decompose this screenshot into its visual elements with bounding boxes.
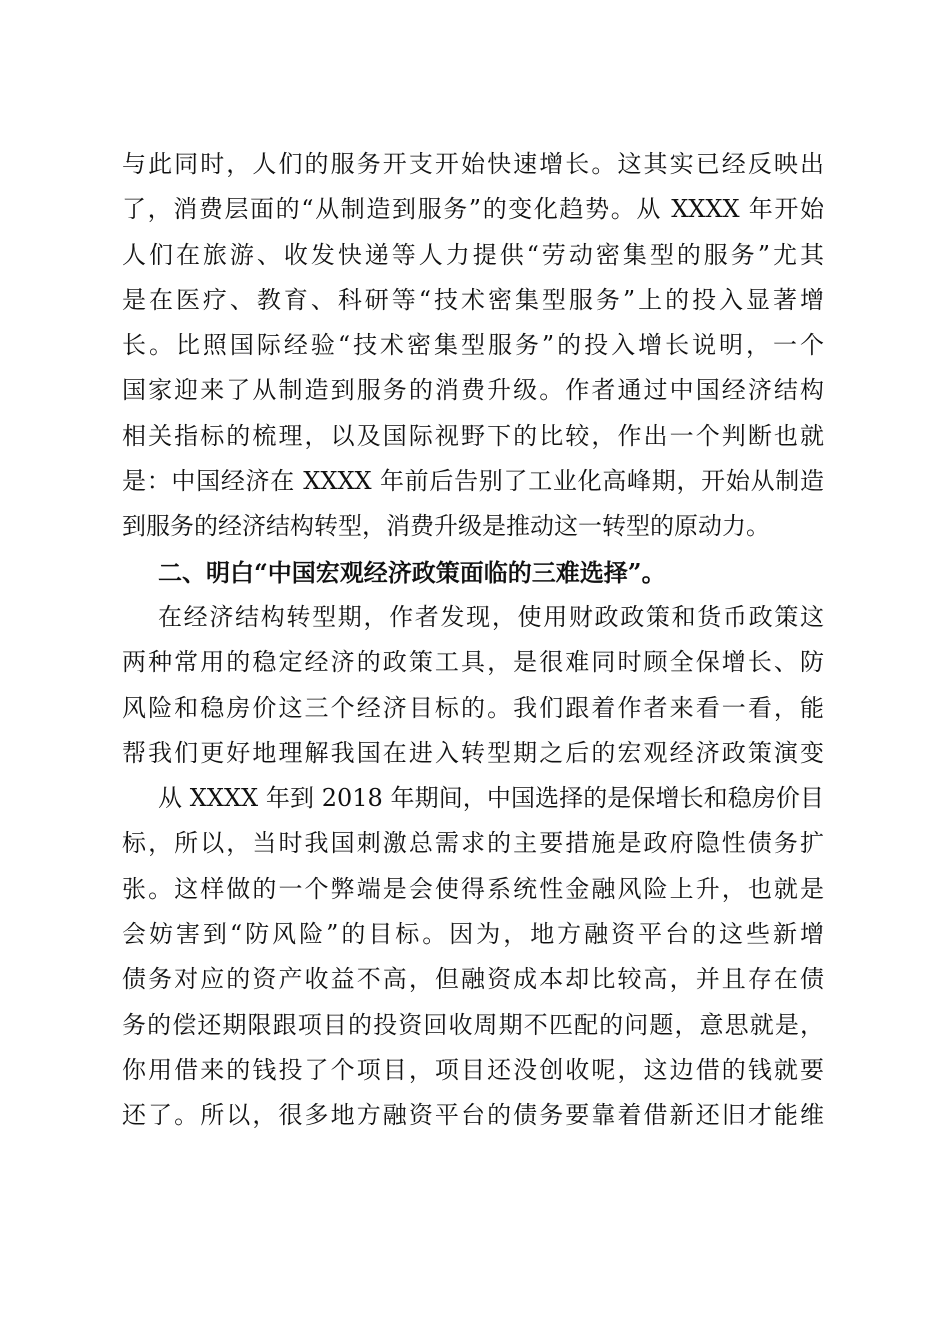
- text-line: 到服务的经济结构转型，消费升级是推动这一转型的原动力。: [122, 512, 770, 541]
- text-line: 标，所以，当时我国刺激总需求的主要措施是政府隐性债务扩: [122, 829, 824, 858]
- text-line: 张。这样做的一个弊端是会使得系统性金融风险上升，也就是: [122, 874, 824, 903]
- text-line: 人们在旅游、收发快递等人力提供“劳动密集型的服务”尤其: [122, 240, 824, 269]
- text-line: 了，消费层面的“从制造到服务”的变化趋势。从 XXXX 年开始: [122, 195, 824, 224]
- document-page: [122, 142, 824, 1139]
- text-line: 从 XXXX 年到 2018 年期间，中国选择的是保增长和稳房价目: [158, 784, 824, 813]
- text-line: 相关指标的梳理，以及国际视野下的比较，作出一个判断也就: [122, 421, 824, 450]
- paragraph-2: [122, 595, 824, 776]
- text-line: 债务对应的资产收益不高，但融资成本却比较高，并且存在债: [122, 965, 824, 994]
- text-line: 两种常用的稳定经济的政策工具，是很难同时顾全保增长、防: [122, 648, 824, 677]
- text-line: 务的偿还期限跟项目的投资回收周期不匹配的问题，意思就是，: [122, 1010, 824, 1039]
- text-line: 会妨害到“防风险”的目标。因为，地方融资平台的这些新增: [122, 920, 824, 949]
- text-line: 还了。所以，很多地方融资平台的债务要靠着借新还旧才能维: [122, 1101, 824, 1130]
- text-line: 是：中国经济在 XXXX 年前后告别了工业化高峰期，开始从制造: [122, 467, 824, 496]
- section-heading: 二、明白“中国宏观经济政策面临的三难选择”。: [158, 557, 666, 587]
- text-line: 你用借来的钱投了个项目，项目还没创收呢，这边借的钱就要: [122, 1055, 824, 1084]
- text-line: 帮我们更好地理解我国在进入转型期之后的宏观经济政策演变: [122, 738, 824, 767]
- text-line: 与此同时，人们的服务开支开始快速增长。这其实已经反映出: [122, 150, 824, 178]
- paragraph-1: [122, 142, 824, 550]
- text-line: 长。比照国际经验“技术密集型服务”的投入增长说明，一个: [122, 331, 824, 360]
- text-line: 风险和稳房价这三个经济目标的。我们跟着作者来看一看，能: [122, 693, 824, 722]
- paragraph-3: [122, 776, 824, 1138]
- text-line: 在经济结构转型期，作者发现，使用财政政策和货币政策这: [158, 602, 824, 631]
- text-line: 是在医疗、教育、科研等“技术密集型服务”上的投入显著增: [122, 285, 824, 314]
- text-line: 国家迎来了从制造到服务的消费升级。作者通过中国经济结构: [122, 376, 824, 405]
